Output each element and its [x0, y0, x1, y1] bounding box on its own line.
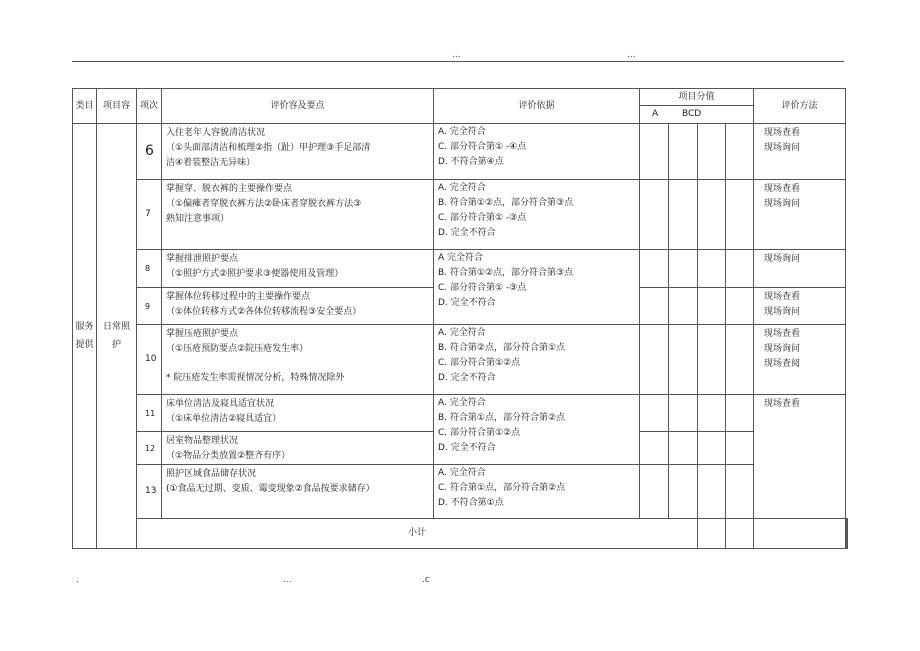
category-cell	[73, 124, 97, 549]
header-content: 评价容及要点	[162, 89, 434, 124]
basis-line: A. 完全符合	[438, 398, 486, 408]
table-row	[73, 465, 848, 519]
method-line: 现场查看	[764, 329, 801, 339]
score-cell[interactable]	[640, 250, 669, 288]
basis-line: A. 完全符合	[438, 468, 486, 478]
score-cell[interactable]	[698, 395, 726, 432]
row-basis	[434, 180, 640, 250]
row-number: 8	[137, 250, 162, 288]
score-cell[interactable]	[726, 325, 754, 395]
header-category: 类目	[73, 89, 97, 124]
row-method	[754, 250, 846, 288]
row-content	[162, 124, 434, 180]
basis-line: C. 部分符合第① -③点	[438, 213, 527, 223]
content-line: （①物品分类放置②整齐有序）	[166, 451, 291, 461]
row-content	[162, 325, 434, 395]
basis-line: D. 完全不符合	[438, 298, 496, 308]
subtotal-label: 小计	[137, 519, 698, 549]
row-method	[754, 124, 846, 180]
row-method	[754, 288, 846, 325]
content-line: 掌握压疮照护要点	[166, 329, 239, 339]
score-cell[interactable]	[698, 519, 726, 549]
content-line: （①头面部清洁和梳理②指（趾）甲护理③手足部清	[166, 143, 371, 153]
row-method	[754, 325, 846, 395]
content-note: * 院压疮发生率需视情况分析，特殊情况除外	[166, 373, 345, 383]
score-cell[interactable]	[726, 432, 754, 465]
method-line: 现场询问	[764, 344, 801, 354]
row-number: 6	[137, 124, 162, 180]
content-line: （①床单位清洁②寝具适宜）	[166, 414, 282, 424]
table-row	[73, 180, 848, 250]
score-cell[interactable]	[669, 325, 698, 395]
score-cell[interactable]	[640, 395, 669, 432]
basis-line: B. 符合第①②点，部分符合第③点	[438, 268, 574, 278]
basis-line: B. 符合第①②点，部分符合第③点	[438, 198, 574, 208]
score-cell[interactable]	[726, 465, 754, 519]
content-line: 掌握体位转移过程中的主要操作要点	[166, 292, 311, 302]
content-line: 洁④着装整洁无异味）	[166, 158, 256, 168]
basis-line: A 完全符合	[438, 253, 484, 263]
basis-line: C. 部分符合第① -③点	[438, 283, 527, 293]
score-cell[interactable]	[640, 465, 669, 519]
score-cell[interactable]	[698, 180, 726, 250]
content-line: 床单位清洁及寝具适宜状况	[166, 399, 275, 409]
score-cell[interactable]	[640, 124, 669, 180]
row-method	[754, 180, 846, 250]
basis-line: C. 部分符合第①②点	[438, 428, 521, 438]
method-line: 现场询问	[764, 143, 801, 153]
subtotal-row	[73, 519, 848, 549]
basis-line: D. 不符合第④点	[438, 157, 504, 167]
basis-line: D. 不符合第①点	[438, 498, 504, 508]
subtotal-method-cell	[847, 519, 848, 549]
header-dots-left: ...	[452, 50, 461, 60]
content-line: （①偏瘫者穿脱衣裤方法②卧床者穿脱衣裤方法③	[166, 199, 362, 209]
score-cell[interactable]	[669, 180, 698, 250]
basis-line: D. 完全不符合	[438, 443, 496, 453]
row-content	[162, 180, 434, 250]
basis-line: A. 完全符合	[438, 127, 486, 137]
row-number: 12	[137, 432, 162, 465]
basis-line: C. 部分符合第① -④点	[438, 142, 527, 152]
method-line: 现场查看	[764, 128, 801, 138]
table-row	[73, 325, 848, 395]
basis-line: C. 符合第①点，部分符合第②点	[438, 483, 566, 493]
content-line: 掌握穿、脱衣裤的主要操作要点	[166, 184, 293, 194]
header-dots-right: ...	[627, 50, 636, 60]
basis-line: B. 符合第①点，部分符合第②点	[438, 413, 566, 423]
row-basis	[434, 124, 640, 180]
table-row	[73, 250, 848, 288]
basis-line: B. 符合第②点，部分符合第①点	[438, 343, 566, 353]
item-value: 日常照护	[102, 322, 130, 350]
table-row	[73, 124, 848, 180]
method-line: 现场询问	[764, 254, 801, 264]
row-number: 10	[137, 325, 162, 395]
table-row	[73, 395, 848, 432]
score-cell[interactable]	[698, 432, 726, 465]
header-rule	[72, 61, 844, 62]
method-line: 现场查阅	[764, 359, 801, 369]
score-cell[interactable]	[640, 432, 669, 465]
row-number: 9	[137, 288, 162, 325]
method-line: 现场查看	[764, 399, 801, 409]
score-cell[interactable]	[726, 395, 754, 432]
row-content	[162, 395, 434, 432]
score-cell[interactable]	[726, 124, 754, 180]
score-cell[interactable]	[640, 180, 669, 250]
score-cell[interactable]	[669, 250, 698, 288]
content-line: 居室物品整理状况	[166, 436, 239, 446]
method-line: 现场查看	[764, 184, 801, 194]
row-basis	[434, 250, 640, 325]
score-cell[interactable]	[726, 250, 754, 288]
basis-line: A. 完全符合	[438, 328, 486, 338]
score-cell[interactable]	[698, 465, 726, 519]
footer-mark: ...	[283, 575, 292, 585]
evaluation-table	[72, 88, 848, 549]
content-line: (①食品无过期、变质、霉变现象②食品按要求储存）	[166, 484, 375, 494]
item-cell	[97, 124, 137, 549]
row-basis	[434, 465, 640, 519]
basis-line: C. 部分符合第①②点	[438, 358, 521, 368]
score-cell[interactable]	[698, 288, 726, 325]
score-cell[interactable]	[669, 432, 698, 465]
header-seq: 项次	[137, 89, 162, 124]
score-cell[interactable]	[754, 519, 846, 549]
row-basis	[434, 325, 640, 395]
content-line: 掌握排泄照护要点	[166, 254, 239, 264]
method-line: 现场询问	[764, 307, 801, 317]
score-cell[interactable]	[669, 288, 698, 325]
header-method: 评价方法	[754, 89, 846, 124]
score-cell[interactable]	[640, 288, 669, 325]
category-value: 服务提供	[75, 322, 94, 350]
row-number: 7	[137, 180, 162, 250]
score-cell[interactable]	[698, 325, 726, 395]
header-score: 项目分值	[640, 89, 754, 106]
content-line: 照护区域食品储存状况	[166, 469, 257, 479]
score-cell[interactable]	[726, 519, 754, 549]
method-line: 现场查看	[764, 292, 801, 302]
row-basis	[434, 395, 640, 465]
score-cell[interactable]	[669, 395, 698, 432]
header-item: 项目容	[97, 89, 137, 124]
row-content	[162, 465, 434, 519]
footer-mark: .c	[422, 575, 430, 585]
row-content	[162, 250, 434, 288]
score-col-a: A	[652, 109, 659, 119]
header-basis: 评价依据	[434, 89, 640, 124]
row-content	[162, 288, 434, 325]
score-cell[interactable]	[726, 180, 754, 250]
basis-line: D. 完全不符合	[438, 228, 496, 238]
row-method	[754, 395, 846, 519]
score-cell[interactable]	[726, 288, 754, 325]
content-line: 入住老年人容貌清洁状况	[166, 128, 266, 138]
score-cell[interactable]	[698, 124, 726, 180]
header-score-sub	[640, 106, 754, 124]
basis-line: A. 完全符合	[438, 183, 486, 193]
method-line: 现场询问	[764, 199, 801, 209]
footer-mark: .	[76, 575, 79, 585]
row-number: 11	[137, 395, 162, 432]
score-cell[interactable]	[640, 325, 669, 395]
basis-line: D. 完全不符合	[438, 373, 496, 383]
row-number: 13	[137, 465, 162, 519]
content-line: （①照护方式②照护要求③便器使用及管理）	[166, 269, 344, 279]
score-cell[interactable]	[698, 250, 726, 288]
row-content	[162, 432, 434, 465]
content-line: （①体位转移方式②各体位转移流程③安全要点）	[166, 307, 362, 317]
content-line: （①压疮预防要点②院压疮发生率）	[166, 344, 309, 354]
score-cell[interactable]	[669, 124, 698, 180]
content-line: 熟知注意事项）	[166, 214, 230, 224]
score-cell[interactable]	[669, 465, 698, 519]
score-col-bcd: BCD	[682, 109, 702, 119]
